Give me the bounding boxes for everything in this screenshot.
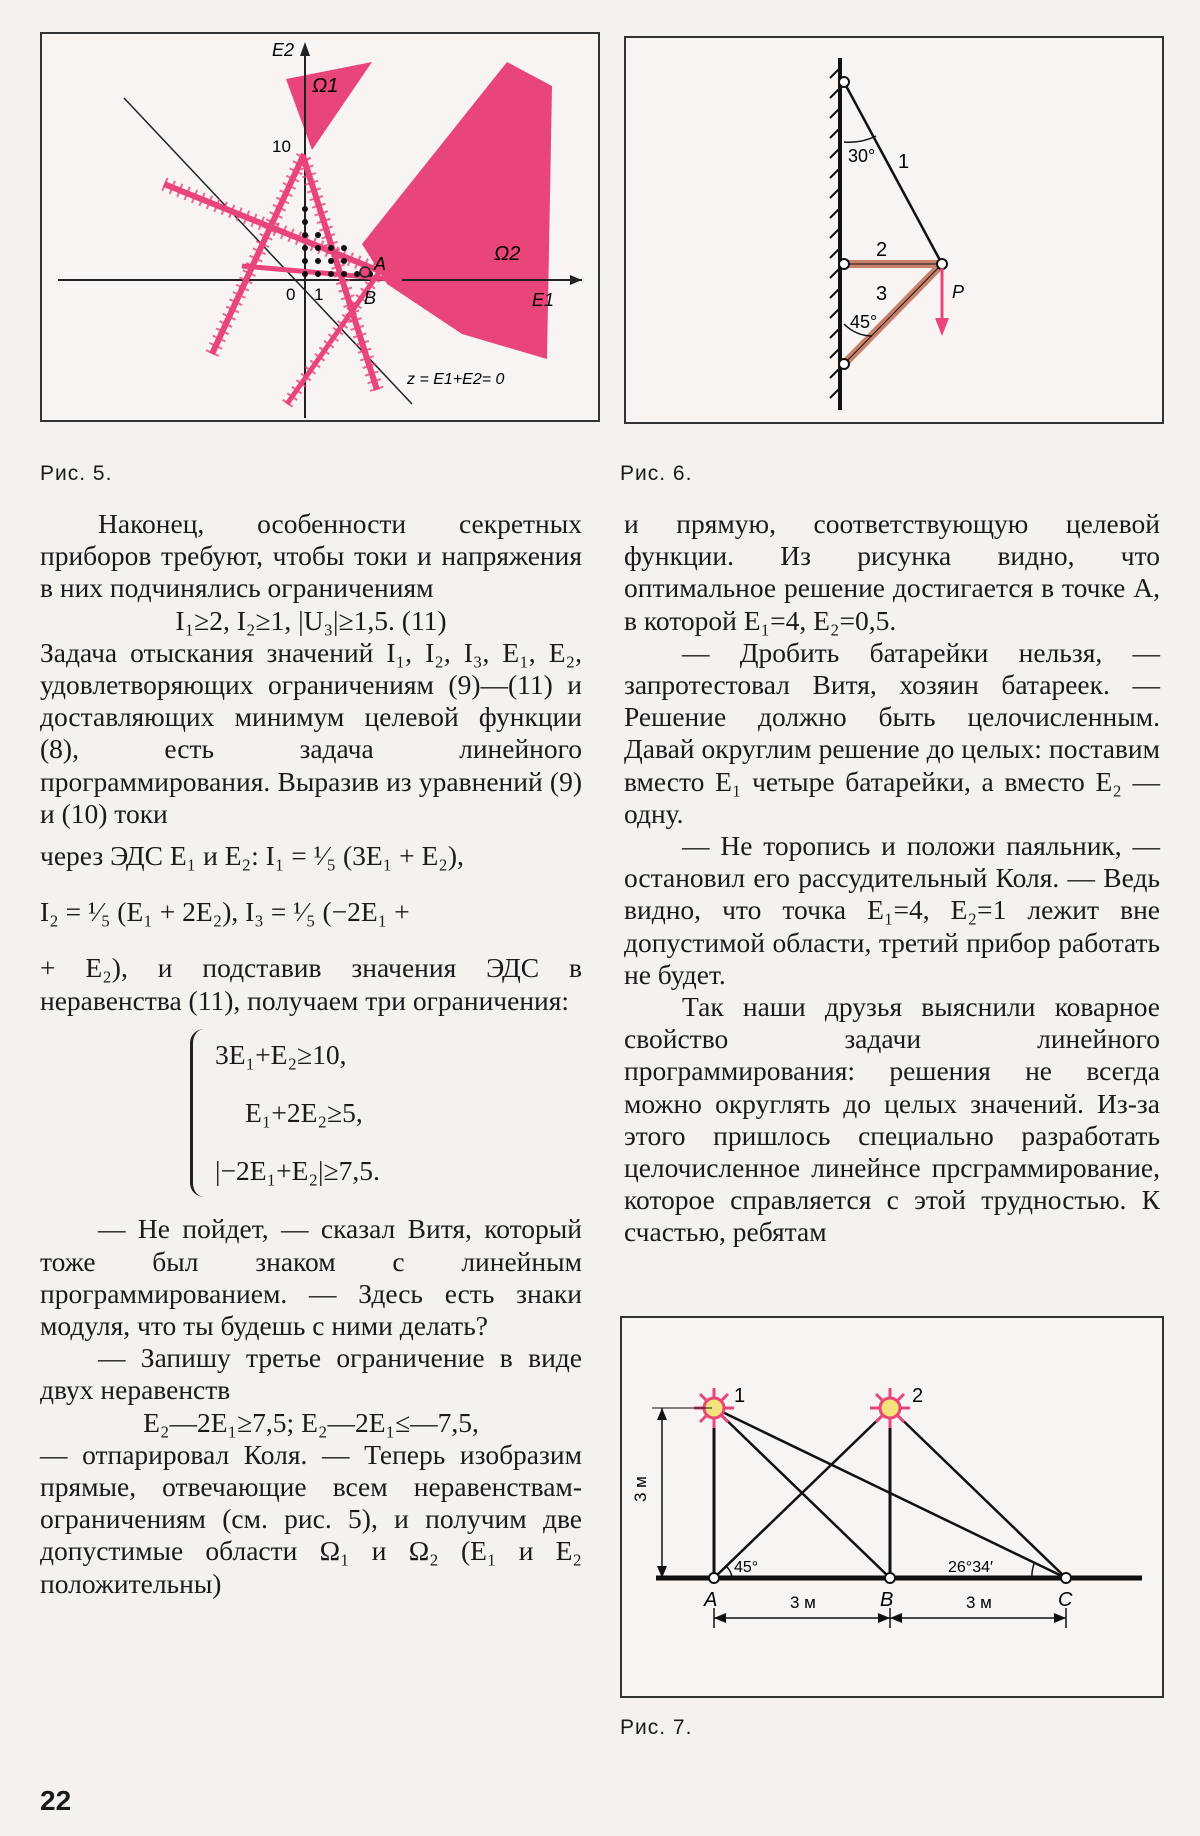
figure-6-caption: Рис. 6. — [620, 462, 693, 485]
lamp-2-icon — [870, 1388, 910, 1428]
omega2-label: Ω2 — [494, 243, 521, 265]
distance-ab-label: 3 м — [790, 1593, 816, 1612]
right-paragraph-1: и прямую, соответствующую целевой функции. Из рисунка видно, что оптимальное решение достигается в точке A, в которой E₁=4, E₂=0,5. — [624, 508, 1160, 636]
tick-1-label: 1 — [314, 285, 324, 304]
objective-line-label: z = E1+E2= 0 — [407, 371, 505, 388]
figure-6 — [624, 36, 1164, 424]
point-a-label: A — [704, 1589, 718, 1611]
left-paragraph-2: Задача отыскания значений I₁, I₂, I₃, E₁, E₂, удовлетворяющих ограничениям (9)—(11) и доставляющих минимум целевой функции (8), есть задача линейного программирования. Выразив из уравнений (9) и (10) токи — [40, 636, 582, 829]
point-b-label: B — [880, 1589, 894, 1611]
figure-5 — [40, 32, 600, 422]
angle-30-label: 30° — [848, 146, 876, 166]
force-p-label: P — [952, 282, 965, 302]
tick-10-label: 10 — [272, 137, 291, 156]
figure-5-caption: Рис. 5. — [40, 462, 113, 485]
rod-1-label: 1 — [898, 151, 910, 173]
omega2-region — [362, 62, 555, 359]
angle-c-label: 26°34′ — [948, 1559, 993, 1576]
lamp-2-label: 2 — [912, 1385, 924, 1407]
left-paragraph-7: — Запишу третье ограничение в виде двух неравенств — [40, 1342, 582, 1406]
right-paragraph-4: Так наши друзья выяснили коварное свойство задачи линейного программирования: решения не всегда можно округлять до целых значений. Из-за этого пришлось специально разработать целочисленное линейнсе прсграммирование, которое справляется с этой трудностью. К счастью, ребятам — [624, 991, 1160, 1248]
tick-0-label: 0 — [286, 285, 296, 304]
angle-a-label: 45° — [734, 1559, 759, 1576]
axis-e1-label: E1 — [532, 290, 555, 310]
system-line-3: |−2E₁+E₂|≥7,5. — [215, 1155, 380, 1187]
left-paragraph-6: — Не пойдет, — сказал Витя, который тоже был знаком с линейным программированием. — Здесь есть знаки модуля, что ты будешь с ними делать? — [40, 1213, 582, 1342]
distance-bc-label: 3 м — [966, 1593, 992, 1612]
figure-7-caption: Рис. 7. — [620, 1716, 693, 1739]
figure-6-drawing — [626, 38, 1162, 422]
figure-5-drawing — [42, 34, 598, 420]
height-label: 3 м — [631, 1476, 650, 1502]
right-paragraph-3: — Не торопись и положи паяльник, — остановил его рассудительный Коля. — Ведь видно, что точка E₁=4, E₂=1 лежит вне допустимой области, третий прибор работать не будет. — [624, 830, 1160, 990]
rod-3-label: 3 — [876, 283, 888, 305]
left-column — [40, 508, 582, 1600]
system-line-1: 3E₁+E₂≥10, — [215, 1038, 347, 1070]
omega1-label: Ω1 — [312, 75, 339, 97]
right-paragraph-2: — Дробить батарейки нельзя, — запротестовал Витя, хозяин батареек. — Решение должно быть целочисленным. Давай округлим решение до целых: поставим вместо E₁ четыре батарейки, а вместо E₂ — одну. — [624, 636, 1160, 829]
figure-7 — [620, 1316, 1164, 1698]
left-paragraph-4: I₂ = ¹⁄₅ (E₁ + 2E₂), I₃ = ¹⁄₅ (−2E₁ + — [40, 896, 410, 928]
system-line-2: E₁+2E₂≥5, — [245, 1097, 363, 1129]
left-paragraph-1: Наконец, особенности секретных приборов требуют, чтобы токи и напряжения в них подчинялись ограничениям — [40, 508, 582, 604]
constraint-system — [190, 1029, 582, 1198]
point-b-label: B — [364, 288, 377, 308]
left-paragraph-8: — отпарировал Коля. — Теперь изобразим прямые, отвечающие всем неравенствам-ограничениям (см. рис. 5), и получим две допустимые области Ω₁ и Ω₂ (E₁ и E₂ положительны) — [40, 1438, 582, 1599]
axis-e2-label: E2 — [272, 40, 295, 60]
point-a-label: A — [374, 254, 387, 274]
page-number: 22 — [40, 1785, 72, 1816]
left-paragraph-3: через ЭДС E₁ и E₂: I₁ = ¹⁄₅ (3E₁ + E₂), — [40, 840, 464, 872]
equation-11: I₁≥2, I₂≥1, |U₃|≥1,5. (11) — [175, 604, 447, 636]
lamp-1-label: 1 — [734, 1385, 746, 1407]
left-paragraph-5: + E₂), и подставив значения ЭДС в неравенства (11), получаем три ограничения: — [40, 952, 582, 1016]
point-a-marker — [360, 267, 370, 277]
equation-12: E₂—2E₁≥7,5; E₂—2E₁≤—7,5, — [143, 1406, 479, 1438]
point-c-label: C — [1058, 1589, 1073, 1611]
rod-2-label: 2 — [876, 239, 888, 261]
right-column — [624, 508, 1160, 1249]
figure-7-drawing — [622, 1318, 1162, 1696]
angle-45-label: 45° — [850, 312, 878, 332]
